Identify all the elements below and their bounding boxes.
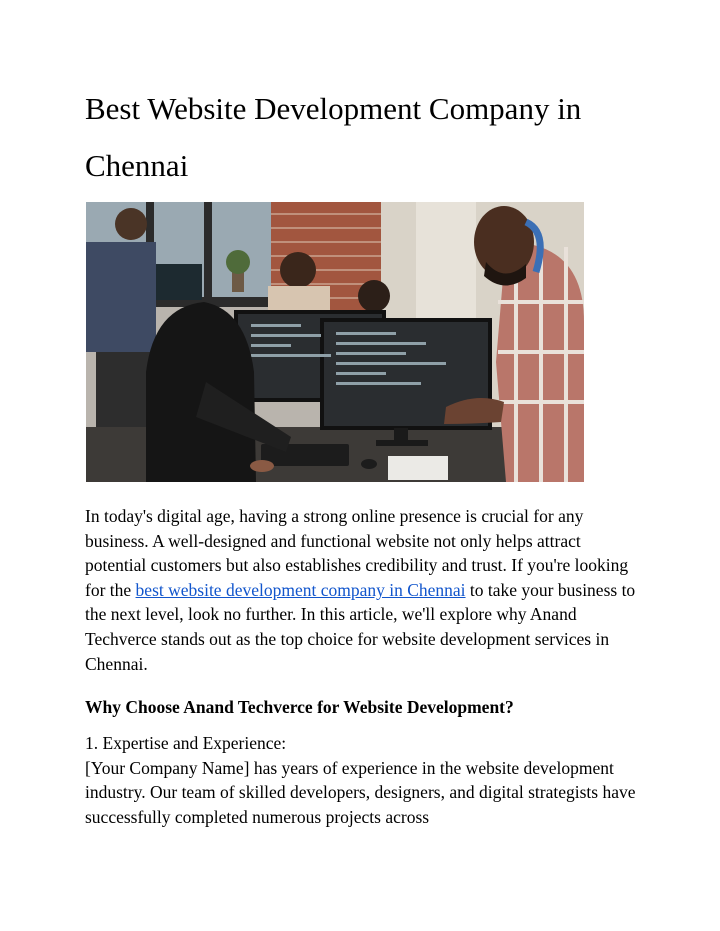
- office-photo-illustration: [86, 202, 584, 482]
- point-1-block: [85, 731, 645, 829]
- article-photo: [86, 202, 584, 482]
- point-1-title: 1. Expertise and Experience:: [85, 733, 287, 753]
- page-title: Best Website Development Company in Chennai: [85, 91, 582, 183]
- company-link[interactable]: best website development company in Chennai: [135, 579, 466, 600]
- intro-text-after-link: to take your business to the next level, look no further. In this article, we'll explore why Anand Techverce stands out as the top choice for website development services in Chennai.: [85, 579, 636, 674]
- section-heading: Why Choose Anand Techverce for Website Development?: [85, 697, 514, 717]
- intro-paragraph: [85, 504, 645, 676]
- intro-text-before-link: In today's digital age, having a strong online presence is crucial for any business. A well-designed and functional website not only helps attract potential customers but also establishes credibility and trust. If you're looking for the: [85, 506, 629, 600]
- point-1-body: [Your Company Name] has years of experience in the website development industry. Our team of skilled developers, designers, and digital strategists have successfully completed numerous projects across: [85, 757, 636, 827]
